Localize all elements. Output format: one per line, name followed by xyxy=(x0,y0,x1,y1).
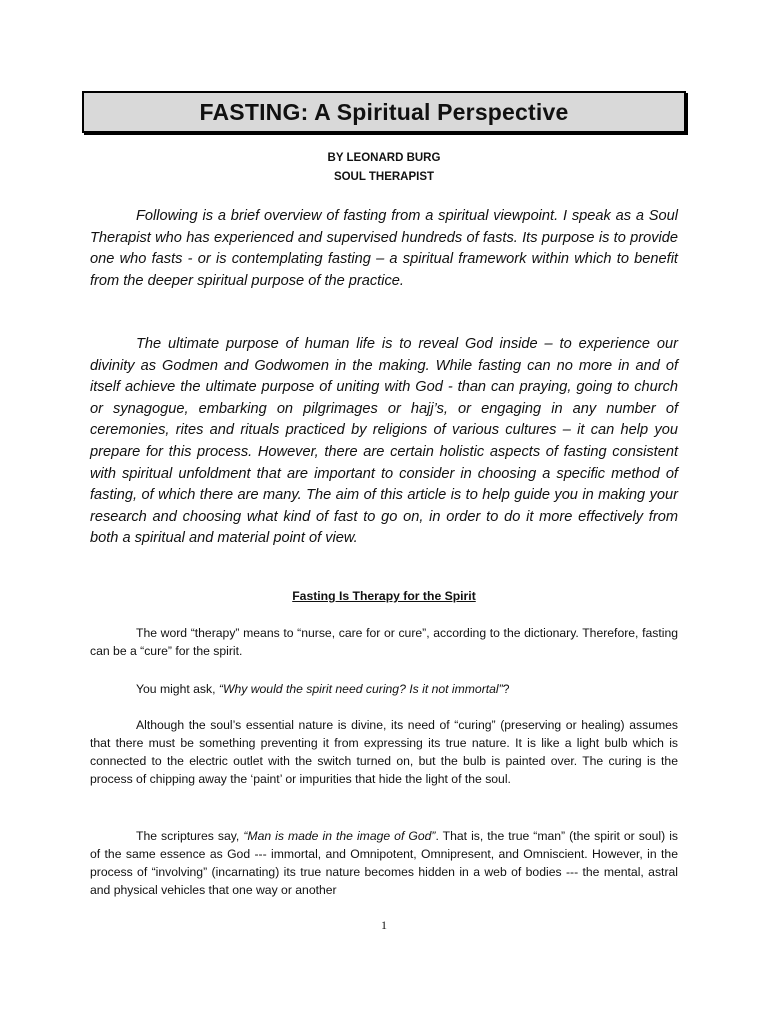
title-box xyxy=(82,91,686,133)
p2-tail: ? xyxy=(502,682,510,696)
intro-paragraph-2: The ultimate purpose of human life is to reveal God inside – to experience our divinity as Godmen and Godwomen in the making. While fasting can no more in and of itself achieve the ultimate purpose of uniting with God - than can praying, going to church or synagogue, embarking on pilgrimages or hajj’s, or engaging in any number of ceremonies, rites and rituals practiced by religions of various cultures – it can help you prepare for this process. However, there are certain holistic aspects of fasting consistent with spiritual unfoldment that are important to consider in choosing a specific method of fasting, of which there are many. The aim of this article is to help guide you in making your research and choosing what kind of fast to go on, in order to do it more effectively from both a spiritual and material point of view. xyxy=(90,336,678,547)
section-paragraph-1-wrap xyxy=(90,624,678,660)
intro-section xyxy=(90,206,678,292)
p4-tail: . That is, the true “man” (the spirit or soul) is of the same essence as God --- immortal, and Omnipotent, Omnipresent, and Omniscient. However, in the process of “involving” (incarnating) its true nature becomes hidden in a web of bodies --- the mental, astral and physical vehicles that one way or another xyxy=(90,829,679,897)
intro-paragraph-1: Following is a brief overview of fasting from a spiritual viewpoint. I speak as a Soul Therapist who has experienced and supervised hundreds of fasts. Its purpose is to provide one who fasts - or is contemplating fasting – a spiritual framework within which to benefit from the deeper spiritual purpose of the practice. xyxy=(90,208,678,289)
page-number: 1 xyxy=(381,918,387,932)
author-line: BY LEONARD BURG xyxy=(327,152,441,164)
section-paragraph-2-wrap xyxy=(90,680,678,698)
p4-quote: “Man is made in the image of God” xyxy=(243,829,436,843)
author-role: SOUL THERAPIST xyxy=(333,171,435,183)
document-title: FASTING: A Spiritual Perspective xyxy=(199,98,569,125)
section-paragraph-3-wrap xyxy=(90,716,678,788)
section-paragraph-3: Although the soul’s essential nature is divine, its need of “curing” (preserving or healing) assumes that there must be something preventing it from expressing its true nature. It is like a light bulb which is connected to the electric outlet with the switch turned on, but the bulb is painted over. The curing is the process of chipping away the ‘paint’ or impurities that hide the light of the soul. xyxy=(90,718,678,786)
intro-section-2 xyxy=(90,334,678,550)
section-paragraph-2 xyxy=(90,680,678,698)
p4-lead: The scriptures say, xyxy=(136,829,244,843)
section-paragraph-4-wrap xyxy=(90,827,678,899)
section-paragraph-4 xyxy=(90,827,678,899)
section-heading: Fasting Is Therapy for the Spirit xyxy=(292,589,476,603)
section-paragraph-1: The word “therapy” means to “nurse, care for or cure”, according to the dictionary. Therefore, fasting can be a “cure” for the spirit. xyxy=(90,626,678,658)
p2-lead: You might ask, xyxy=(136,682,219,696)
p2-quote: “Why would the spirit need curing? Is it not immortal” xyxy=(218,682,503,696)
